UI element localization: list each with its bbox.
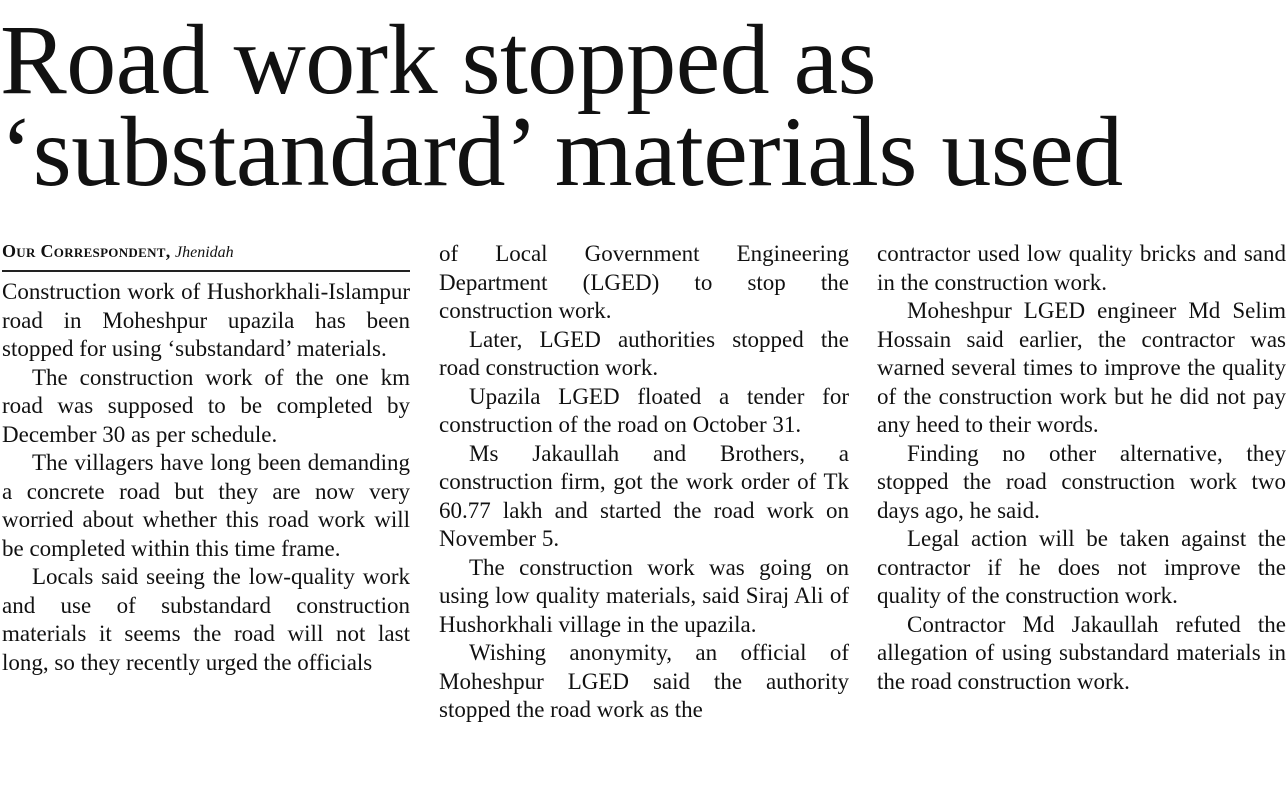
paragraph: The construction work of the one km road was supposed to be completed by December 30 as per schedule. xyxy=(2,364,410,447)
paragraph: Upazila LGED floated a tender for construction of the road on October 31. xyxy=(439,383,849,437)
paragraph: The construction work was going on using low quality materials, said Siraj Ali of Hushorkhali village in the upazila. xyxy=(439,554,849,637)
article-column-2 xyxy=(439,240,849,725)
paragraph: The villagers have long been demanding a concrete road but they are now very worried about whether this road work will be completed within this time frame. xyxy=(2,450,410,561)
byline-location: Jhenidah xyxy=(175,244,234,261)
paragraph: Legal action will be taken against the contractor if he does not improve the quality of the construction work. xyxy=(877,526,1286,608)
paragraph: Ms Jakaullah and Brothers, a construction firm, got the work order of Tk 60.77 lakh and started the road work on November 5. xyxy=(439,440,849,551)
headline xyxy=(0,0,1286,207)
headline-line-2: ‘substandard’ materials used xyxy=(0,96,1123,207)
paragraph: Finding no other alternative, they stopped the road construction work two days ago, he said. xyxy=(877,440,1286,523)
paragraph: Moheshpur LGED engineer Md Selim Hossain said earlier, the contractor was warned several times to improve the quality of the construction work but he did not pay any heed to their words. xyxy=(877,298,1286,437)
byline-correspondent: Our Correspondent, xyxy=(2,241,171,261)
article-column-3 xyxy=(877,240,1286,696)
paragraph: Later, LGED authorities stopped the road construction work. xyxy=(439,326,849,380)
paragraph: Locals said seeing the low-quality work and use of substandard construction materials it seems the road will not last long, so they recently urged the officials xyxy=(2,564,410,675)
headline-line-1: Road work stopped as xyxy=(0,4,876,115)
article-column-1 xyxy=(2,240,410,677)
byline xyxy=(2,240,410,272)
paragraph: Construction work of Hushorkhali-Islampur road in Moheshpur upazila has been stopped for using ‘substandard’ materials. xyxy=(2,279,410,361)
paragraph: Contractor Md Jakaullah refuted the allegation of using substandard materials in the road construction work. xyxy=(877,611,1286,694)
paragraph: Wishing anonymity, an official of Moheshpur LGED said the authority stopped the road work as the xyxy=(439,640,849,722)
paragraph: of Local Government Engineering Department (LGED) to stop the construction work. xyxy=(439,241,849,323)
paragraph: contractor used low quality bricks and sand in the construction work. xyxy=(877,241,1286,295)
